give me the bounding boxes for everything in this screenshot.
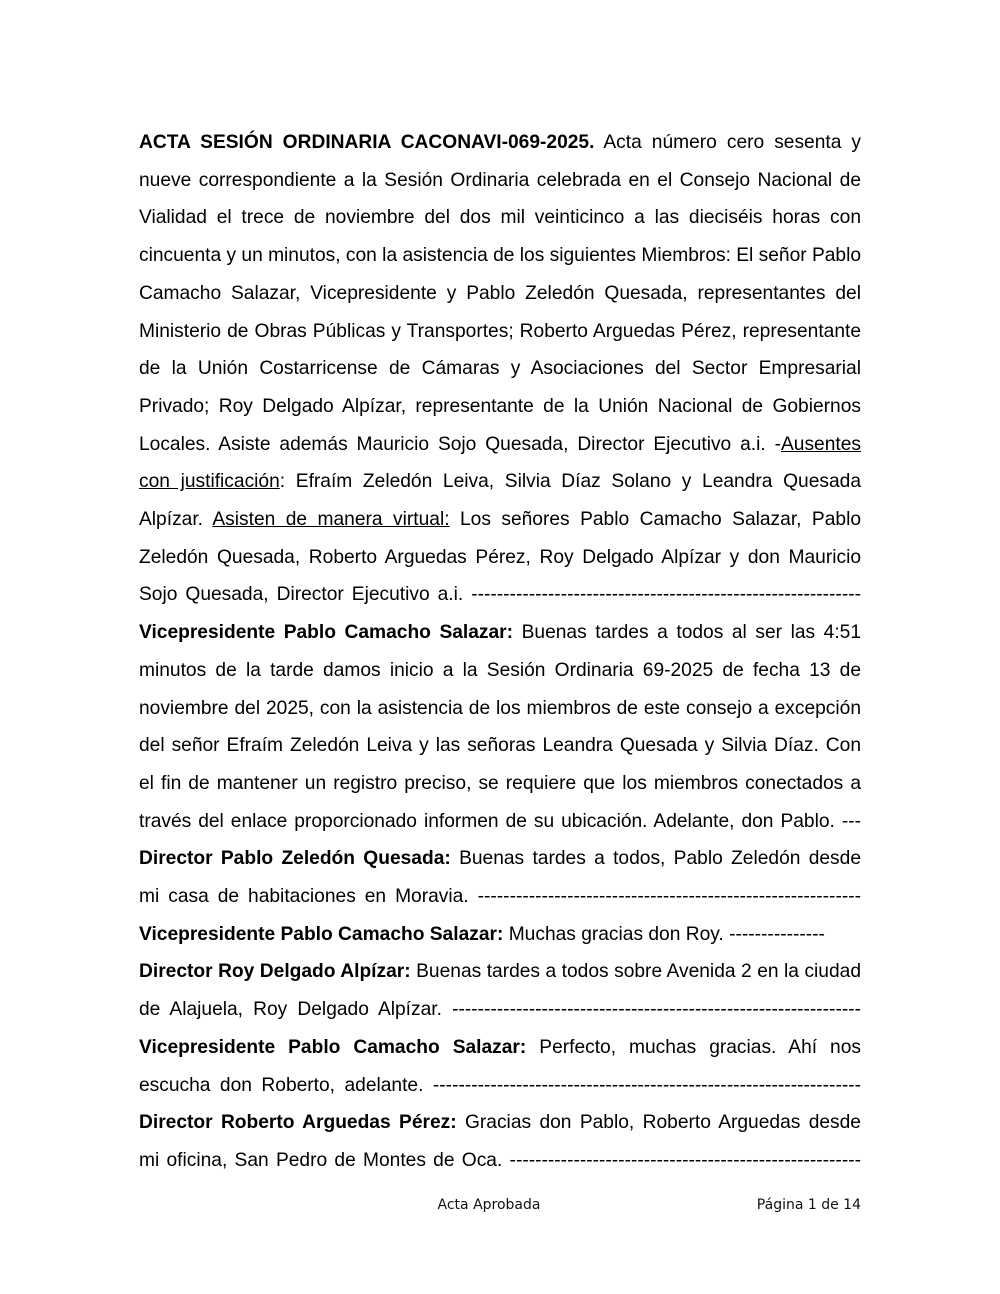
text-line: Camacho Salazar, Vicepresidente y Pablo Zeledón Quesada, representantes del xyxy=(139,282,861,304)
text-line: de Alajuela, Roy Delgado Alpízar. ---------------------------------------------------------------- xyxy=(139,999,861,1021)
speaker-label: Director Roy Delgado Alpízar: xyxy=(139,961,411,983)
text-line xyxy=(139,463,861,501)
virtual-heading: Asisten de manera virtual: xyxy=(212,509,450,531)
text-line: mi casa de habitaciones en Moravia. ------------------------------------------------------------ xyxy=(139,886,861,908)
absent-heading-part1: Ausentes xyxy=(780,433,861,455)
text-line: nueve correspondiente a la Sesión Ordinaria celebrada en el Consejo Nacional de xyxy=(139,169,861,191)
text-line xyxy=(139,916,861,954)
text-line xyxy=(139,614,861,652)
text-line xyxy=(139,1104,861,1142)
text-line: escucha don Roberto, adelante. ------------------------------------------------------------------- xyxy=(139,1074,861,1096)
text-run: Buenas tardes a todos al ser las 4:51 xyxy=(513,622,861,644)
approval-status: Acta Aprobada xyxy=(437,1197,541,1213)
text-run: Gracias don Pablo, Roberto Arguedas desde xyxy=(456,1112,861,1134)
text-line: minutos de la tarde damos inicio a la Sesión Ordinaria 69-2025 de fecha 13 de xyxy=(139,659,861,681)
minutes-body xyxy=(139,124,861,1180)
text-run: Buenas tardes a todos, Pablo Zeledón desde xyxy=(450,848,861,870)
text-line: mi oficina, San Pedro de Montes de Oca. ------------------------------------------------------- xyxy=(139,1149,861,1171)
document-title: ACTA SESIÓN ORDINARIA CACONAVI-069-2025. xyxy=(139,132,595,153)
speaker-label: Vicepresidente Pablo Camacho Salazar: xyxy=(139,1036,527,1058)
text-run: Muchas gracias don Roy. --------------- xyxy=(503,923,825,945)
text-run: Perfecto, muchas gracias. Ahí nos xyxy=(526,1036,861,1058)
speaker-label: Vicepresidente Pablo Camacho Salazar: xyxy=(139,622,514,644)
text-run: Locales. Asiste además Mauricio Sojo Quesada, Director Ejecutivo a.i. - xyxy=(139,433,781,455)
text-line: de la Unión Costarricense de Cámaras y Asociaciones del Sector Empresarial xyxy=(139,358,861,380)
text-line: través del enlace proporcionado informen de su ubicación. Adelante, don Pablo. --- xyxy=(139,810,861,832)
page-footer xyxy=(139,1194,861,1216)
text-line xyxy=(139,124,861,162)
speaker-label: Vicepresidente Pablo Camacho Salazar: xyxy=(139,923,504,945)
speaker-label: Director Pablo Zeledón Quesada: xyxy=(139,848,451,870)
text-line xyxy=(139,953,861,991)
text-line: del señor Efraím Zeledón Leiva y las señoras Leandra Quesada y Silvia Díaz. Con xyxy=(139,735,861,757)
text-line: noviembre del 2025, con la asistencia de los miembros de este consejo a excepción xyxy=(139,697,861,719)
text-run: Alpízar. xyxy=(139,509,213,531)
text-line: Ministerio de Obras Públicas y Transportes; Roberto Arguedas Pérez, representante xyxy=(139,320,861,342)
text-line xyxy=(139,501,861,539)
text-run: : Efraím Zeledón Leiva, Silvia Díaz Solano y Leandra Quesada xyxy=(279,471,861,493)
text-run: Acta número cero sesenta y xyxy=(594,132,862,153)
text-run: Buenas tardes a todos sobre Avenida 2 en la ciudad xyxy=(410,961,861,983)
speaker-label: Director Roberto Arguedas Pérez: xyxy=(139,1112,457,1134)
text-line: cincuenta y un minutos, con la asistencia de los siguientes Miembros: El señor Pablo xyxy=(139,245,862,267)
text-line: Privado; Roy Delgado Alpízar, representante de la Unión Nacional de Gobiernos xyxy=(139,395,861,417)
text-line xyxy=(139,840,861,878)
text-line: Vialidad el trece de noviembre del dos mil veinticinco a las dieciséis horas con xyxy=(139,207,861,229)
text-line xyxy=(139,1029,861,1067)
text-line: el fin de mantener un registro preciso, se requiere que los miembros conectados a xyxy=(139,772,861,794)
text-line: Sojo Quesada, Director Ejecutivo a.i. ------------------------------------------------------------- xyxy=(139,584,861,606)
text-run: Los señores Pablo Camacho Salazar, Pablo xyxy=(449,509,862,531)
text-line xyxy=(139,426,861,464)
page-number: Página 1 de 14 xyxy=(756,1197,861,1213)
text-line: Zeledón Quesada, Roberto Arguedas Pérez, Roy Delgado Alpízar y don Mauricio xyxy=(139,546,861,568)
absent-heading-part2: con justificación xyxy=(139,471,280,493)
